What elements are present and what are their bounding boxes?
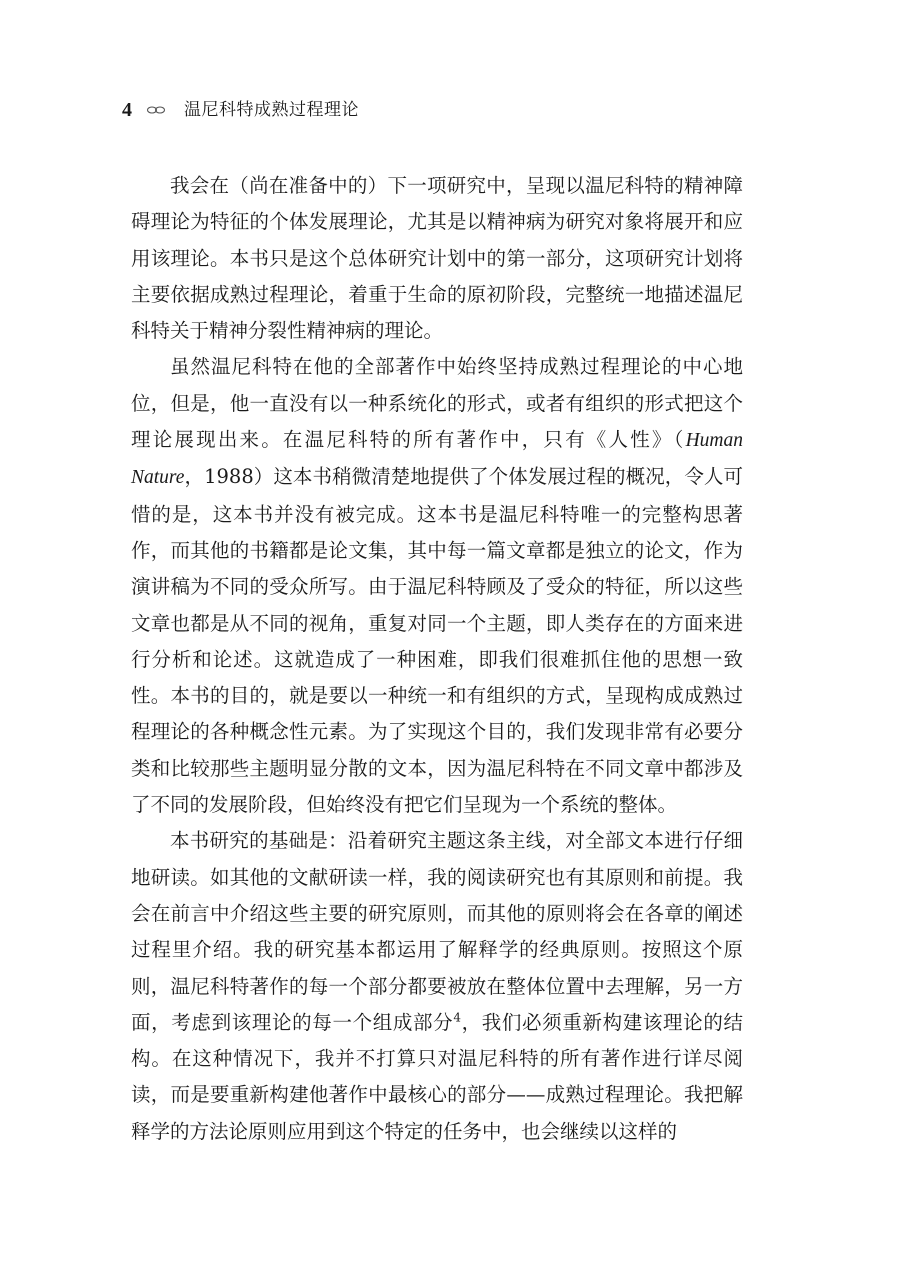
paragraph-2 [131, 349, 743, 823]
paragraph-3 [131, 823, 743, 1150]
paragraph-text: 本书研究的基础是：沿着研究主题这条主线，对全部文本进行仔细地研读。如其他的文献研读一样，我的阅读研究也有其原则和前提。我会在前言中介绍这些主要的研究原则，而其他的原则将会在各章的阐述过程里介绍。我的研究基本都运用了解释学的经典原则。按照这个原则，温尼科特著作的每一个部分都要被放在整体位置中去理解，另一方面，考虑到该理论的每一个组成部分 [131, 829, 743, 1034]
body-text [131, 168, 743, 1150]
paragraph-text: ，1988）这本书稍微清楚地提供了个体发展过程的概况，令人可惜的是，这本书并没有被完成。这本书是温尼科特唯一的完整构思著作，而其他的书籍都是论文集，其中每一篇文章都是独立的论文，作为演讲稿为不同的受众所写。由于温尼科特顾及了受众的特征，所以这些文章也都是从不同的视角，重复对同一个主题，即人类存在的方面来进行分析和论述。这就造成了一种困难，即我们很难抓住他的思想一致性。本书的目的，就是要以一种统一和有组织的方式，呈现构成成熟过程理论的各种概念性元素。为了实现这个目的，我们发现非常有必要分类和比较那些主题明显分散的文本，因为温尼科特在不同文章中都涉及了不同的发展阶段，但始终没有把它们呈现为一个系统的整体。 [131, 465, 743, 817]
paragraph-text: ，我们必须重新构建该理论的结构。在这种情况下，我并不打算只对温尼科特的所有著作进行详尽阅读，而是要重新构建他著作中最核心的部分——成熟过程理论。我把解释学的方法论原则应用到这个特定的任务中，也会继续以这样的 [131, 1010, 743, 1143]
page-number: 4 [122, 99, 132, 121]
footnote-reference[interactable]: 4 [453, 1010, 461, 1025]
double-loop-ornament-icon [146, 105, 166, 115]
page-header [122, 98, 359, 122]
paragraph-text: 虽然温尼科特在他的全部著作中始终坚持成熟过程理论的中心地位，但是，他一直没有以一种系统化的形式，或者有组织的形式把这个理论展现出来。在温尼科特的所有著作中，只有《人性》（ [131, 355, 743, 452]
paragraph-1 [131, 168, 743, 349]
book-title-italic: Human Nature [131, 430, 743, 489]
paragraph-text: 我会在（尚在准备中的）下一项研究中，呈现以温尼科特的精神障碍理论为特征的个体发展理论，尤其是以精神病为研究对象将展开和应用该理论。本书只是这个总体研究计划中的第一部分，这项研究计划将主要依据成熟过程理论，着重于生命的原初阶段，完整统一地描述温尼科特关于精神分裂性精神病的理论。 [131, 174, 743, 343]
running-title: 温尼科特成熟过程理论 [184, 100, 359, 120]
